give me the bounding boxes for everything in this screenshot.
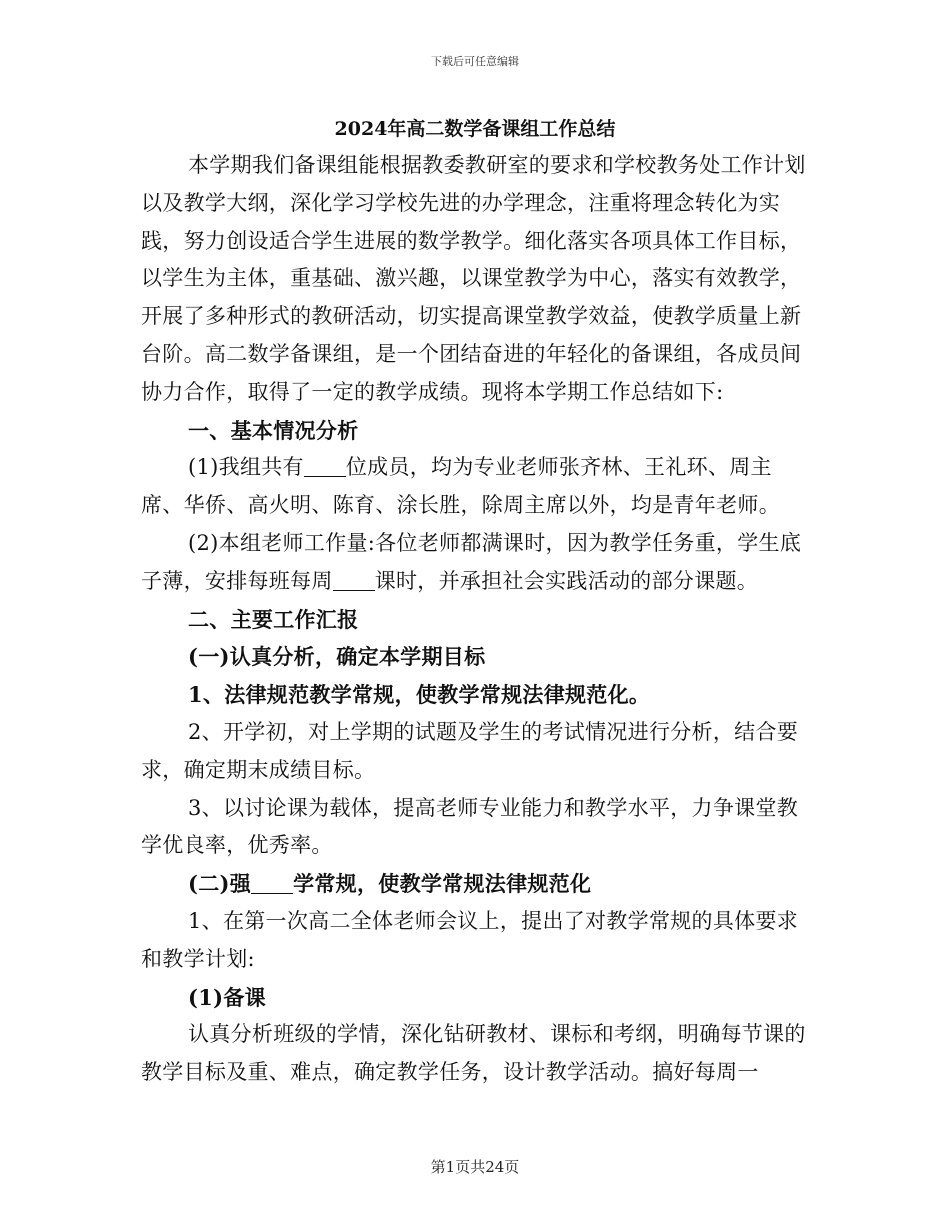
document-body — [141, 112, 809, 1092]
paragraph-item-2: 2、开学初，对上学期的试题及学生的考试情况进行分析，结合要求，确定期末成绩目标。 — [141, 719, 799, 782]
item-heading-prep: (1)备课 — [188, 984, 266, 1010]
item-heading-1: 1、法律规范教学常规，使教学常规法律规范化。 — [188, 682, 651, 708]
paragraph-item-3: 3、以讨论课为载体，提高老师专业能力和教学水平，力争课堂教学优良率，优秀率。 — [141, 795, 799, 858]
page-header: 下载后可任意编辑 — [431, 55, 519, 68]
subsection-heading-2: (二)强 学常规，使教学常规法律规范化 — [188, 871, 592, 897]
subsection-heading-1: (一)认真分析，确定本学期目标 — [188, 644, 486, 670]
blank-line — [333, 569, 375, 591]
blank-line — [251, 872, 293, 894]
paragraph-members: (1)我组共有 位成员，均为专业老师张齐林、王礼环、周主席、华侨、高火明、陈育、涂长胜，除周主席以外，均是青年老师。 — [141, 455, 780, 518]
blank-line — [304, 455, 346, 477]
paragraph-workload: (2)本组老师工作量:各位老师都满课时，因为教学任务重，学生底子薄，安排每班每周 课时，并承担社会实践活动的部分课题。 — [141, 530, 802, 593]
document-title: 2024年高二数学备课组工作总结 — [334, 118, 616, 140]
section-heading-1: 一、基本情况分析 — [188, 417, 359, 443]
page-footer: 第1页共24页 — [430, 1158, 520, 1176]
section-heading-2: 二、主要工作汇报 — [188, 606, 359, 632]
intro-paragraph: 本学期我们备课组能根据教委教研室的要求和学校教务处工作计划以及教学大纲，深化学习学校先进的办学理念，注重将理念转化为实践，努力创设适合学生进展的数学教学。细化落实各项具体工作目标，以学生为主体，重基础、激兴趣，以课堂教学为中心，落实有效教学，开展了多种形式的教研活动，切实提高课堂教学效益，使教学质量上新台阶。高二数学备课组，是一个团结奋进的年轻化的备课组，各成员间协力合作，取得了一定的教学成绩。现将本学期工作总结如下: — [141, 153, 806, 404]
paragraph-meeting: 1、在第一次高二全体老师会议上，提出了对教学常规的具体要求和教学计划: — [141, 908, 799, 971]
paragraph-prep: 认真分析班级的学情，深化钻研教材、课标和考纲，明确每节课的教学目标及重、难点，确定教学任务，设计教学活动。搞好每周一 — [141, 1022, 806, 1085]
